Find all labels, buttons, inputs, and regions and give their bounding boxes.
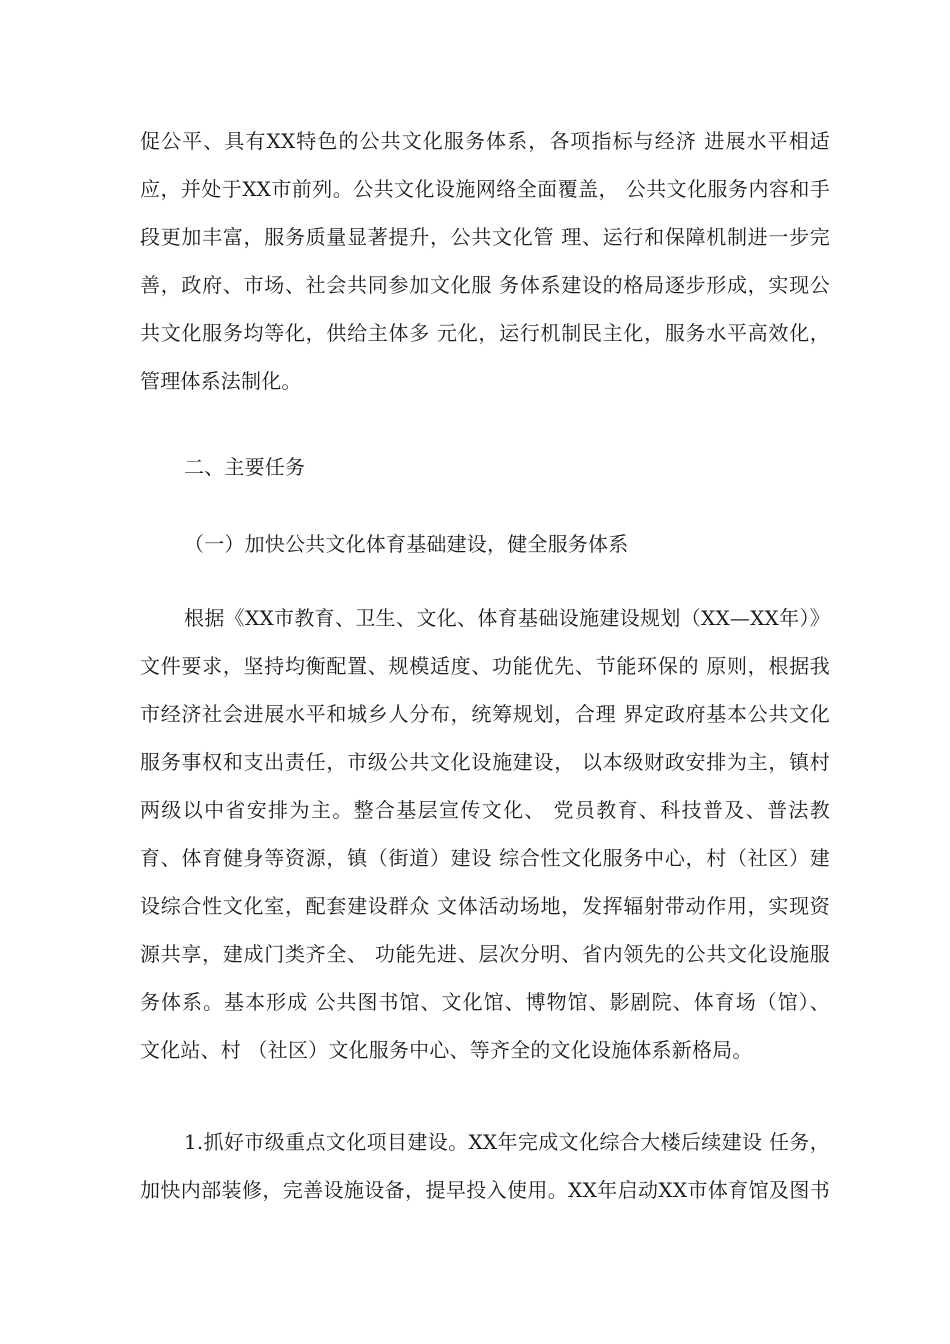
body-line-8: 源共享，建成门类齐全、 功能先进、层次分明、省内领先的公共文化设施服 [140,942,830,966]
body-line-7: 设综合性文化室，配套建设群众 文体活动场地，发挥辐射带动作用，实现资 [140,894,830,918]
intro-line-2: 应，并处于XX市前列。公共文化设施网络全面覆盖， 公共文化服务内容和手 [140,177,830,201]
intro-line-4: 善，政府、市场、社会共同参加文化服 务体系建设的格局逐步形成，实现公 [140,273,830,297]
body-line-2: 文件要求，坚持均衡配置、规模适度、功能优先、节能环保的 原则，根据我 [140,654,830,678]
body-line-3: 市经济社会进展水平和城乡人分布，统筹规划，合理 界定政府基本公共文化 [140,702,830,726]
body-line-9: 务体系。基本形成 公共图书馆、文化馆、博物馆、影剧院、体育场（馆）、 [140,990,830,1014]
section-heading: 二、主要任务 [184,455,306,479]
intro-line-5: 共文化服务均等化，供给主体多 元化，运行机制民主化，服务水平高效化， [140,321,830,345]
intro-line-1: 促公平、具有XX特色的公共文化服务体系，各项指标与经济 进展水平相适 [140,129,830,153]
body-line-1: 根据《XX市教育、卫生、文化、体育基础设施建设规划（XX—XX年）》 [184,606,830,630]
item-line-1: 1.抓好市级重点文化项目建设。XX年完成文化综合大楼后续建设 任务， [184,1130,830,1154]
body-line-10: 文化站、村 （社区）文化服务中心、等齐全的文化设施体系新格局。 [140,1038,753,1062]
item-line-2: 加快内部装修，完善设施设备，提早投入使用。XX年启动XX市体育馆及图书 [140,1178,830,1202]
body-line-4: 服务事权和支出责任，市级公共文化设施建设， 以本级财政安排为主，镇村 [140,750,830,774]
intro-line-6: 管理体系法制化。 [140,369,302,393]
body-line-6: 育、体育健身等资源，镇（街道）建设 综合性文化服务中心，村（社区）建 [140,846,830,870]
intro-line-3: 段更加丰富，服务质量显著提升，公共文化管 理、运行和保障机制进一步完 [140,225,830,249]
body-line-5: 两级以中省安排为主。整合基层宣传文化、 党员教育、科技普及、普法教 [140,798,830,822]
subsection-heading: （一）加快公共文化体育基础建设，健全服务体系 [184,532,629,556]
